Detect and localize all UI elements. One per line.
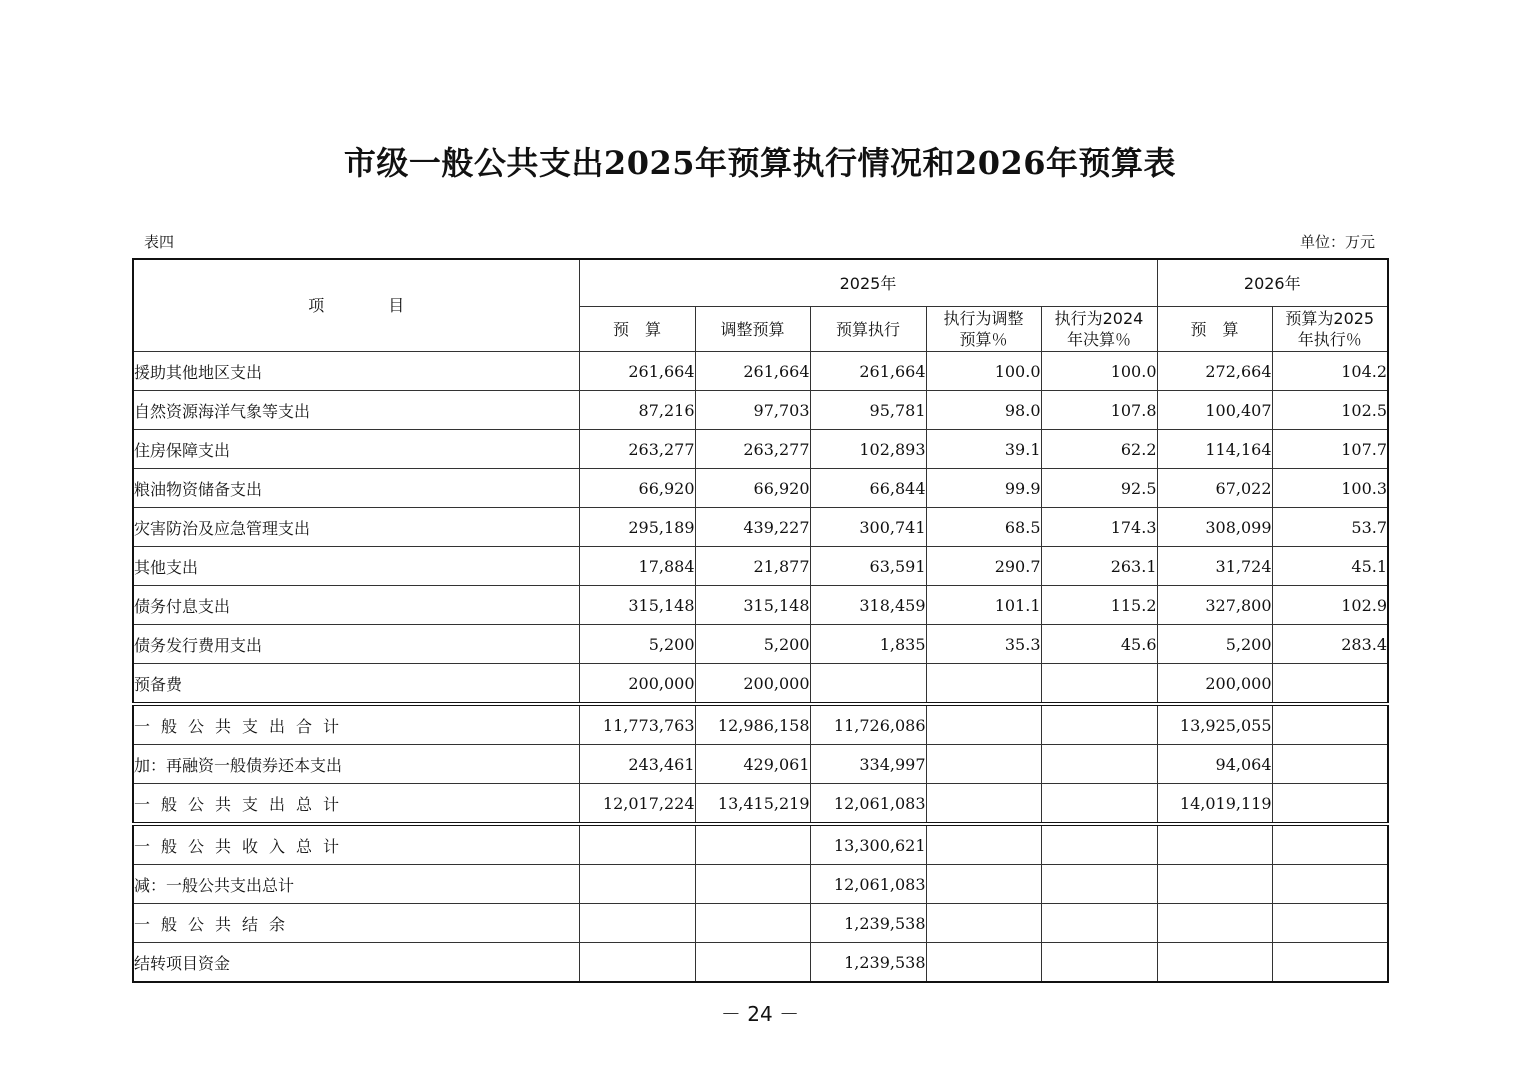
cell-p2 bbox=[1041, 745, 1157, 784]
table-row bbox=[133, 469, 1388, 508]
cell-p1 bbox=[926, 704, 1041, 745]
cell-p3 bbox=[1272, 784, 1388, 825]
cell-p2 bbox=[1041, 904, 1157, 943]
cell-p1: 39.1 bbox=[926, 430, 1041, 469]
cell-exe: 12,061,083 bbox=[810, 865, 926, 904]
row-label: 债务发行费用支出 bbox=[133, 625, 579, 664]
header-adjusted: 调整预算 bbox=[695, 307, 810, 352]
cell-p1: 35.3 bbox=[926, 625, 1041, 664]
cell-p3: 283.4 bbox=[1272, 625, 1388, 664]
cell-b26: 94,064 bbox=[1157, 745, 1272, 784]
cell-b26: 14,019,119 bbox=[1157, 784, 1272, 825]
cell-b: 11,773,763 bbox=[579, 704, 695, 745]
cell-p1 bbox=[926, 745, 1041, 784]
row-label: 住房保障支出 bbox=[133, 430, 579, 469]
cell-b bbox=[579, 943, 695, 983]
cell-b26 bbox=[1157, 904, 1272, 943]
cell-p2 bbox=[1041, 664, 1157, 705]
cell-adj: 5,200 bbox=[695, 625, 810, 664]
table-row bbox=[133, 784, 1388, 825]
row-label: 结转项目资金 bbox=[133, 943, 579, 983]
row-label: 一般公共收入总计 bbox=[133, 824, 579, 865]
cell-p3 bbox=[1272, 745, 1388, 784]
cell-p3: 102.9 bbox=[1272, 586, 1388, 625]
cell-exe: 334,997 bbox=[810, 745, 926, 784]
cell-p2: 92.5 bbox=[1041, 469, 1157, 508]
row-label: 援助其他地区支出 bbox=[133, 352, 579, 391]
cell-exe: 1,239,538 bbox=[810, 943, 926, 983]
cell-exe: 11,726,086 bbox=[810, 704, 926, 745]
cell-b bbox=[579, 904, 695, 943]
row-label: 一般公共支出合计 bbox=[133, 704, 579, 745]
cell-p2 bbox=[1041, 784, 1157, 825]
cell-adj: 200,000 bbox=[695, 664, 810, 705]
cell-p2: 263.1 bbox=[1041, 547, 1157, 586]
row-label: 加：再融资一般债券还本支出 bbox=[133, 745, 579, 784]
cell-adj bbox=[695, 865, 810, 904]
cell-p3 bbox=[1272, 904, 1388, 943]
cell-exe: 261,664 bbox=[810, 352, 926, 391]
cell-p2: 107.8 bbox=[1041, 391, 1157, 430]
cell-p3 bbox=[1272, 943, 1388, 983]
cell-p1 bbox=[926, 824, 1041, 865]
header-exec-vs-2024: 执行为2024年决算％ bbox=[1041, 307, 1157, 352]
budget-table bbox=[132, 258, 1389, 983]
table-row bbox=[133, 625, 1388, 664]
cell-exe: 300,741 bbox=[810, 508, 926, 547]
row-label: 其他支出 bbox=[133, 547, 579, 586]
cell-b26: 308,099 bbox=[1157, 508, 1272, 547]
table-row bbox=[133, 904, 1388, 943]
cell-exe: 63,591 bbox=[810, 547, 926, 586]
cell-b26: 31,724 bbox=[1157, 547, 1272, 586]
cell-adj: 66,920 bbox=[695, 469, 810, 508]
cell-p2: 115.2 bbox=[1041, 586, 1157, 625]
table-row bbox=[133, 745, 1388, 784]
cell-b: 263,277 bbox=[579, 430, 695, 469]
cell-p1 bbox=[926, 784, 1041, 825]
cell-p3 bbox=[1272, 664, 1388, 705]
cell-p2 bbox=[1041, 865, 1157, 904]
cell-b: 243,461 bbox=[579, 745, 695, 784]
cell-exe: 1,835 bbox=[810, 625, 926, 664]
cell-p2: 174.3 bbox=[1041, 508, 1157, 547]
cell-exe bbox=[810, 664, 926, 705]
cell-b: 200,000 bbox=[579, 664, 695, 705]
cell-b: 87,216 bbox=[579, 391, 695, 430]
cell-p1: 68.5 bbox=[926, 508, 1041, 547]
cell-p3: 104.2 bbox=[1272, 352, 1388, 391]
cell-exe: 102,893 bbox=[810, 430, 926, 469]
cell-b: 261,664 bbox=[579, 352, 695, 391]
cell-adj: 263,277 bbox=[695, 430, 810, 469]
cell-adj: 13,415,219 bbox=[695, 784, 810, 825]
header-budget-2026: 预 算 bbox=[1157, 307, 1272, 352]
header-2025: 2025年 bbox=[579, 259, 1157, 307]
cell-b26: 5,200 bbox=[1157, 625, 1272, 664]
cell-b26 bbox=[1157, 865, 1272, 904]
table-row bbox=[133, 664, 1388, 705]
cell-p3: 45.1 bbox=[1272, 547, 1388, 586]
cell-b: 66,920 bbox=[579, 469, 695, 508]
cell-p3: 100.3 bbox=[1272, 469, 1388, 508]
cell-b: 12,017,224 bbox=[579, 784, 695, 825]
cell-p3: 102.5 bbox=[1272, 391, 1388, 430]
cell-adj bbox=[695, 824, 810, 865]
cell-p2 bbox=[1041, 824, 1157, 865]
cell-exe: 12,061,083 bbox=[810, 784, 926, 825]
cell-b: 5,200 bbox=[579, 625, 695, 664]
cell-b26 bbox=[1157, 943, 1272, 983]
cell-b26: 13,925,055 bbox=[1157, 704, 1272, 745]
cell-b: 295,189 bbox=[579, 508, 695, 547]
row-label: 灾害防治及应急管理支出 bbox=[133, 508, 579, 547]
page-number: － 24 － bbox=[720, 1002, 800, 1026]
cell-adj bbox=[695, 943, 810, 983]
table-row bbox=[133, 586, 1388, 625]
row-label: 预备费 bbox=[133, 664, 579, 705]
cell-p2: 62.2 bbox=[1041, 430, 1157, 469]
row-label: 粮油物资储备支出 bbox=[133, 469, 579, 508]
cell-b: 17,884 bbox=[579, 547, 695, 586]
table-row bbox=[133, 704, 1388, 745]
cell-adj: 97,703 bbox=[695, 391, 810, 430]
cell-p1 bbox=[926, 865, 1041, 904]
cell-exe: 66,844 bbox=[810, 469, 926, 508]
cell-p3: 107.7 bbox=[1272, 430, 1388, 469]
header-budget: 预 算 bbox=[579, 307, 695, 352]
cell-exe: 1,239,538 bbox=[810, 904, 926, 943]
cell-p3 bbox=[1272, 824, 1388, 865]
cell-p1 bbox=[926, 664, 1041, 705]
table-row bbox=[133, 508, 1388, 547]
cell-p3 bbox=[1272, 865, 1388, 904]
cell-exe: 13,300,621 bbox=[810, 824, 926, 865]
cell-b26: 67,022 bbox=[1157, 469, 1272, 508]
table-row bbox=[133, 430, 1388, 469]
cell-p2 bbox=[1041, 704, 1157, 745]
row-label: 债务付息支出 bbox=[133, 586, 579, 625]
cell-adj: 315,148 bbox=[695, 586, 810, 625]
row-label: 自然资源海洋气象等支出 bbox=[133, 391, 579, 430]
header-2026: 2026年 bbox=[1157, 259, 1388, 307]
table-row bbox=[133, 547, 1388, 586]
header-execution: 预算执行 bbox=[810, 307, 926, 352]
unit-label: 单位：万元 bbox=[1299, 233, 1375, 251]
cell-b: 315,148 bbox=[579, 586, 695, 625]
cell-p2: 100.0 bbox=[1041, 352, 1157, 391]
cell-p1: 100.0 bbox=[926, 352, 1041, 391]
cell-b bbox=[579, 865, 695, 904]
row-label: 减：一般公共支出总计 bbox=[133, 865, 579, 904]
header-exec-vs-adjusted: 执行为调整预算％ bbox=[926, 307, 1041, 352]
page-title: 市级一般公共支出2025年预算执行情况和2026年预算表 bbox=[343, 144, 1177, 182]
cell-b26: 272,664 bbox=[1157, 352, 1272, 391]
cell-p1 bbox=[926, 943, 1041, 983]
cell-adj: 21,877 bbox=[695, 547, 810, 586]
table-row bbox=[133, 352, 1388, 391]
cell-p1: 101.1 bbox=[926, 586, 1041, 625]
header-item: 项 目 bbox=[133, 259, 579, 352]
table-label: 表四 bbox=[144, 233, 175, 251]
cell-p3 bbox=[1272, 704, 1388, 745]
table-row bbox=[133, 824, 1388, 865]
cell-adj bbox=[695, 904, 810, 943]
cell-exe: 318,459 bbox=[810, 586, 926, 625]
table-row bbox=[133, 865, 1388, 904]
cell-adj: 439,227 bbox=[695, 508, 810, 547]
cell-p3: 53.7 bbox=[1272, 508, 1388, 547]
cell-b26 bbox=[1157, 824, 1272, 865]
table-row bbox=[133, 943, 1388, 983]
cell-b26: 327,800 bbox=[1157, 586, 1272, 625]
table-row bbox=[133, 391, 1388, 430]
cell-p1: 99.9 bbox=[926, 469, 1041, 508]
cell-p1: 98.0 bbox=[926, 391, 1041, 430]
cell-adj: 12,986,158 bbox=[695, 704, 810, 745]
cell-b bbox=[579, 824, 695, 865]
cell-b26: 114,164 bbox=[1157, 430, 1272, 469]
cell-b26: 200,000 bbox=[1157, 664, 1272, 705]
header-budget-vs-2025: 预算为2025年执行％ bbox=[1272, 307, 1388, 352]
row-label: 一般公共支出总计 bbox=[133, 784, 579, 825]
cell-p2 bbox=[1041, 943, 1157, 983]
cell-adj: 429,061 bbox=[695, 745, 810, 784]
cell-p1: 290.7 bbox=[926, 547, 1041, 586]
cell-p1 bbox=[926, 904, 1041, 943]
row-label: 一般公共结余 bbox=[133, 904, 579, 943]
cell-p2: 45.6 bbox=[1041, 625, 1157, 664]
cell-adj: 261,664 bbox=[695, 352, 810, 391]
cell-exe: 95,781 bbox=[810, 391, 926, 430]
cell-b26: 100,407 bbox=[1157, 391, 1272, 430]
